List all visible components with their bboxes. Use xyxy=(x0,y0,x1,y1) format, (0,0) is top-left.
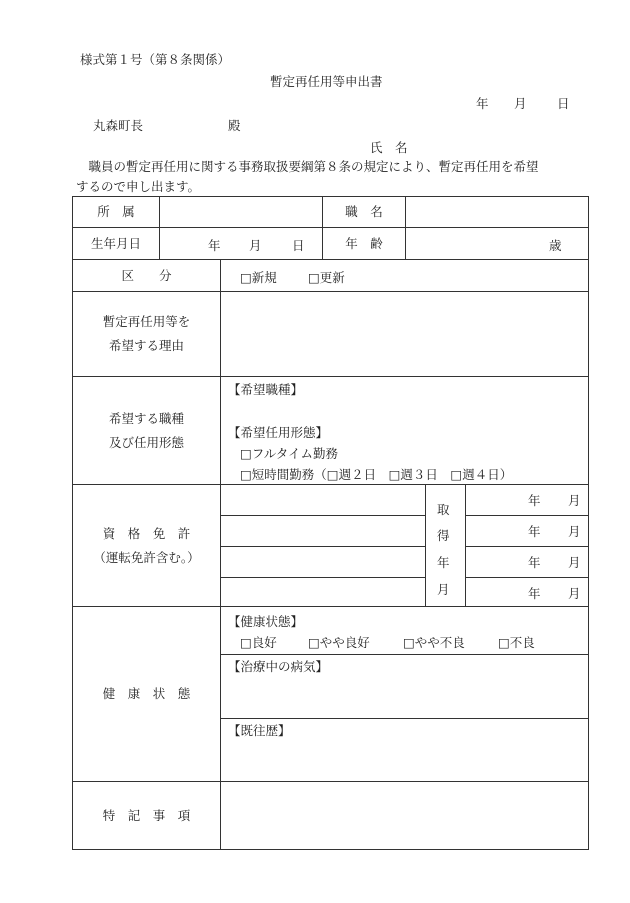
acquired-char-4: 月 xyxy=(437,582,450,597)
addressee: 丸森町長 xyxy=(93,118,144,133)
employment-type-heading: 【希望任用形態】 xyxy=(228,425,329,440)
date-year-label: 年 xyxy=(476,96,489,111)
fulltime-checkbox[interactable]: □フルタイム勤務 xyxy=(240,446,339,461)
form-number: 様式第１号（第８条関係） xyxy=(80,52,231,67)
acquired-char-1: 取 xyxy=(437,502,450,517)
health-status-heading: 【健康状態】 xyxy=(228,614,304,629)
birth-date-label: 生年月日 xyxy=(90,235,141,251)
current-illness-heading: 【治療中の病気】 xyxy=(228,659,329,674)
desired-job-heading: 【希望職種】 xyxy=(228,382,304,397)
license-2-month: 月 xyxy=(568,524,581,539)
job-type-label-line-2: 及び任用形態 xyxy=(108,434,184,450)
birth-day-unit: 日 xyxy=(292,238,305,253)
acquired-char-3: 年 xyxy=(437,555,450,570)
birth-month-unit: 月 xyxy=(249,238,262,253)
date-day-label: 日 xyxy=(557,96,570,111)
license-2-year: 年 xyxy=(528,524,541,539)
applicant-name-label: 氏 名 xyxy=(370,140,408,155)
license-3-year: 年 xyxy=(528,555,541,570)
age-unit: 歳 xyxy=(549,238,562,253)
intro-text-line-1: 職員の暫定再任用に関する事務取扱要綱第８条の規定により、暫定再任用を希望 xyxy=(76,159,539,174)
license-4-month: 月 xyxy=(568,586,581,601)
medical-history-heading: 【既往歴】 xyxy=(228,723,291,738)
health-poor-checkbox[interactable]: □不良 xyxy=(498,635,535,650)
license-label xyxy=(73,485,220,606)
remarks-label: 特 記 事 項 xyxy=(102,807,191,823)
health-good-checkbox[interactable]: □良好 xyxy=(240,635,277,650)
acquired-char-2: 得 xyxy=(437,528,450,543)
position-label: 職 名 xyxy=(345,204,383,220)
license-label-line-1: 資 格 免 許 xyxy=(102,525,191,541)
category-renew-checkbox[interactable]: □更新 xyxy=(308,270,345,285)
age-label: 年 齢 xyxy=(345,235,383,251)
birth-year-unit: 年 xyxy=(208,238,221,253)
honorific: 殿 xyxy=(228,118,241,133)
intro-text-line-2: するので申し出ます。 xyxy=(76,179,201,194)
category-new-checkbox[interactable]: □新規 xyxy=(240,270,277,285)
license-3-month: 月 xyxy=(568,555,581,570)
license-label-line-2: （運転免許含む。） xyxy=(93,549,200,565)
reason-label xyxy=(73,292,220,376)
license-4-year: 年 xyxy=(528,586,541,601)
reason-label-line-2: 希望する理由 xyxy=(108,338,184,353)
health-label: 健 康 状 態 xyxy=(102,686,191,702)
form-title: 暫定再任用等申出書 xyxy=(270,74,383,89)
shorttime-checkbox[interactable]: □短時間勤務（□週２日 □週３日 □週４日） xyxy=(240,467,513,482)
license-1-year: 年 xyxy=(528,493,541,508)
reason-label-line-1: 暫定再任用等を xyxy=(102,314,191,330)
license-1-month: 月 xyxy=(568,493,581,508)
date-month-label: 月 xyxy=(514,96,527,111)
health-fair-checkbox[interactable]: □やや良好 xyxy=(308,635,370,650)
job-type-label-line-1: 希望する職種 xyxy=(108,410,184,426)
category-label: 区 分 xyxy=(121,267,172,283)
affiliation-label: 所 属 xyxy=(97,204,135,220)
health-somewhat-poor-checkbox[interactable]: □やや不良 xyxy=(403,635,465,650)
job-type-label xyxy=(73,377,220,484)
